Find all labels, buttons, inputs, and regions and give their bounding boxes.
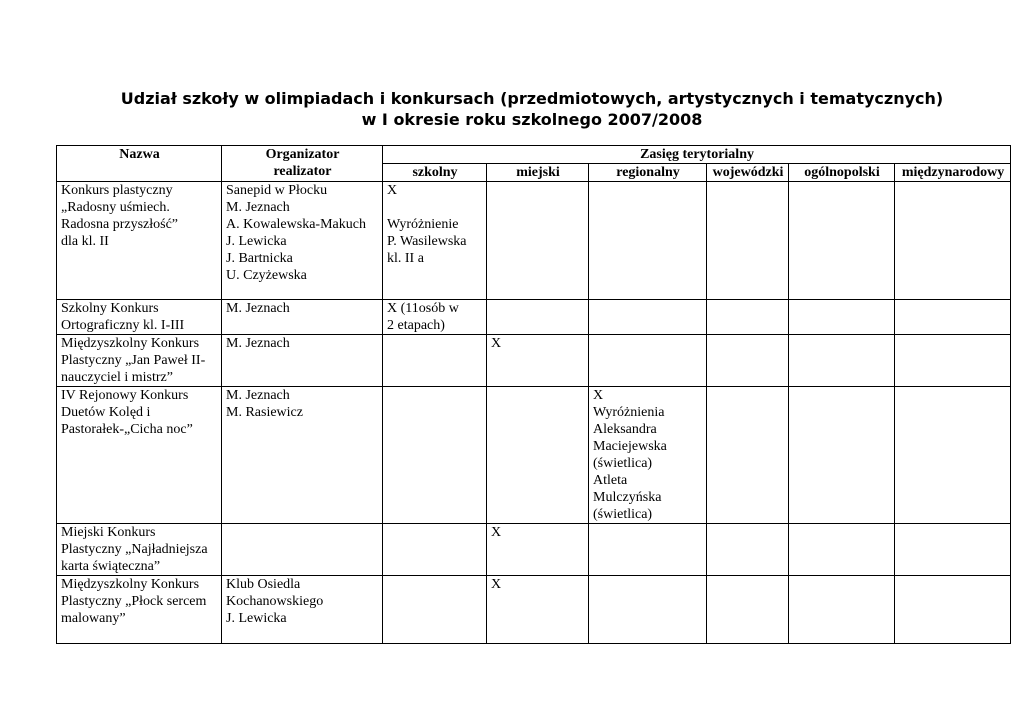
cell-wojewodzki xyxy=(707,524,789,576)
table-row xyxy=(57,182,1011,300)
cell-szkolny xyxy=(383,524,487,576)
cell-miedzynarodowy xyxy=(895,335,1011,387)
cell-ogolnopolski xyxy=(789,524,895,576)
cell-nazwa: IV Rejonowy Konkurs Duetów Kolęd i Pastorałek-„Cicha noc” xyxy=(57,387,222,524)
cell-miedzynarodowy xyxy=(895,576,1011,644)
header-scope-regionalny: regionalny xyxy=(589,164,707,182)
cell-miejski: X xyxy=(487,576,589,644)
table-row xyxy=(57,387,1011,524)
header-scope-miedzynarodowy: międzynarodowy xyxy=(895,164,1011,182)
cell-regionalny xyxy=(589,524,707,576)
table-row xyxy=(57,576,1011,644)
cell-organizator: M. Jeznach xyxy=(222,300,383,335)
cell-wojewodzki xyxy=(707,335,789,387)
cell-szkolny xyxy=(383,335,487,387)
cell-miejski xyxy=(487,182,589,300)
cell-ogolnopolski xyxy=(789,300,895,335)
cell-organizator: M. Jeznach M. Rasiewicz xyxy=(222,387,383,524)
cell-organizator: Klub Osiedla Kochanowskiego J. Lewicka xyxy=(222,576,383,644)
cell-miedzynarodowy xyxy=(895,524,1011,576)
cell-ogolnopolski xyxy=(789,387,895,524)
table-row xyxy=(57,300,1011,335)
table-row xyxy=(57,335,1011,387)
header-organizator: Organizator realizator xyxy=(222,146,383,182)
title-line-1: Udział szkoły w olimpiadach i konkursach (przedmiotowych, artystycznych i tematycznych) xyxy=(120,89,944,108)
cell-nazwa: Międzyszkolny Konkurs Plastyczny „Jan Paweł II- nauczyciel i mistrz” xyxy=(57,335,222,387)
cell-regionalny xyxy=(589,182,707,300)
cell-ogolnopolski xyxy=(789,576,895,644)
cell-wojewodzki xyxy=(707,182,789,300)
header-zasieg: Zasięg terytorialny xyxy=(383,146,1011,164)
cell-miejski: X xyxy=(487,524,589,576)
header-scope-miejski: miejski xyxy=(487,164,589,182)
cell-wojewodzki xyxy=(707,387,789,524)
cell-regionalny: X Wyróżnienia Aleksandra Maciejewska (świetlica) Atleta Mulczyńska (świetlica) xyxy=(589,387,707,524)
cell-miejski xyxy=(487,300,589,335)
cell-wojewodzki xyxy=(707,576,789,644)
cell-nazwa: Miejski Konkurs Plastyczny „Najładniejsza karta świąteczna” xyxy=(57,524,222,576)
cell-nazwa: Szkolny Konkurs Ortograficzny kl. I-III xyxy=(57,300,222,335)
cell-szkolny xyxy=(383,387,487,524)
table-row xyxy=(57,524,1011,576)
cell-szkolny xyxy=(383,576,487,644)
cell-organizator xyxy=(222,524,383,576)
title-line-2: w I okresie roku szkolnego 2007/2008 xyxy=(361,110,703,129)
header-scope-wojewodzki: wojewódzki xyxy=(707,164,789,182)
cell-miejski xyxy=(487,387,589,524)
cell-organizator: Sanepid w Płocku M. Jeznach A. Kowalewska-Makuch J. Lewicka J. Bartnicka U. Czyżewska xyxy=(222,182,383,300)
cell-miedzynarodowy xyxy=(895,182,1011,300)
cell-ogolnopolski xyxy=(789,182,895,300)
document-title xyxy=(56,88,1008,130)
cell-szkolny: X (11osób w 2 etapach) xyxy=(383,300,487,335)
cell-regionalny xyxy=(589,576,707,644)
cell-regionalny xyxy=(589,300,707,335)
cell-miejski: X xyxy=(487,335,589,387)
cell-nazwa: Międzyszkolny Konkurs Plastyczny „Płock sercem malowany” xyxy=(57,576,222,644)
cell-wojewodzki xyxy=(707,300,789,335)
cell-miedzynarodowy xyxy=(895,387,1011,524)
header-scope-ogolnopolski: ogólnopolski xyxy=(789,164,895,182)
cell-miedzynarodowy xyxy=(895,300,1011,335)
cell-ogolnopolski xyxy=(789,335,895,387)
competitions-table xyxy=(56,145,1011,644)
cell-regionalny xyxy=(589,335,707,387)
header-scope-szkolny: szkolny xyxy=(383,164,487,182)
cell-nazwa: Konkurs plastyczny „Radosny uśmiech. Radosna przyszłość” dla kl. II xyxy=(57,182,222,300)
cell-organizator: M. Jeznach xyxy=(222,335,383,387)
header-nazwa: Nazwa xyxy=(57,146,222,182)
cell-szkolny: X Wyróżnienie P. Wasilewska kl. II a xyxy=(383,182,487,300)
